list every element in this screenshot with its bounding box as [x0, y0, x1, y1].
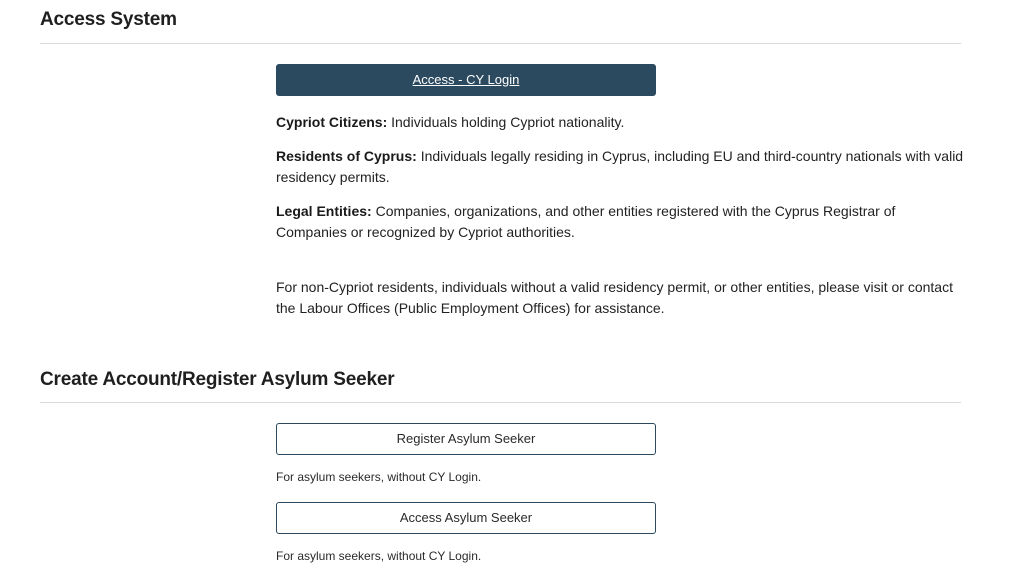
eligibility-description: Individuals holding Cypriot nationality. [387, 114, 625, 130]
eligibility-legal-entities [276, 201, 966, 243]
access-asylum-seeker-note: For asylum seekers, without CY Login. [276, 549, 482, 563]
access-system-heading: Access System [40, 9, 177, 30]
cy-login-button[interactable]: Access - CY Login [276, 64, 656, 96]
non-resident-notice: For non-Cypriot residents, individuals without a valid residency permit, or other entities, please visit or contact the Labour Offices (Public Employment Offices) for assistance. [276, 279, 953, 316]
eligibility-term: Cypriot Citizens: [276, 114, 388, 130]
access-system-divider [40, 43, 961, 44]
eligibility-description: Individuals legally residing in Cyprus, including EU and third-country nationals with valid residency permits. [276, 148, 964, 185]
eligibility-description: Companies, organizations, and other entities registered with the Cyprus Registrar of Companies or recognized by Cypriot authorities. [276, 203, 896, 240]
eligibility-term: Legal Entities: [276, 203, 372, 219]
register-asylum-seeker-note: For asylum seekers, without CY Login. [276, 470, 482, 484]
access-asylum-seeker-button[interactable]: Access Asylum Seeker [276, 502, 656, 534]
register-asylum-seeker-button[interactable]: Register Asylum Seeker [276, 423, 656, 455]
asylum-seeker-heading: Create Account/Register Asylum Seeker [40, 369, 395, 390]
eligibility-residents [276, 146, 966, 188]
asylum-seeker-divider [40, 402, 961, 403]
asylum-seeker-content [276, 423, 966, 564]
eligibility-cypriot-citizens [276, 112, 966, 133]
access-system-content [276, 64, 966, 319]
eligibility-term: Residents of Cyprus: [276, 148, 417, 164]
